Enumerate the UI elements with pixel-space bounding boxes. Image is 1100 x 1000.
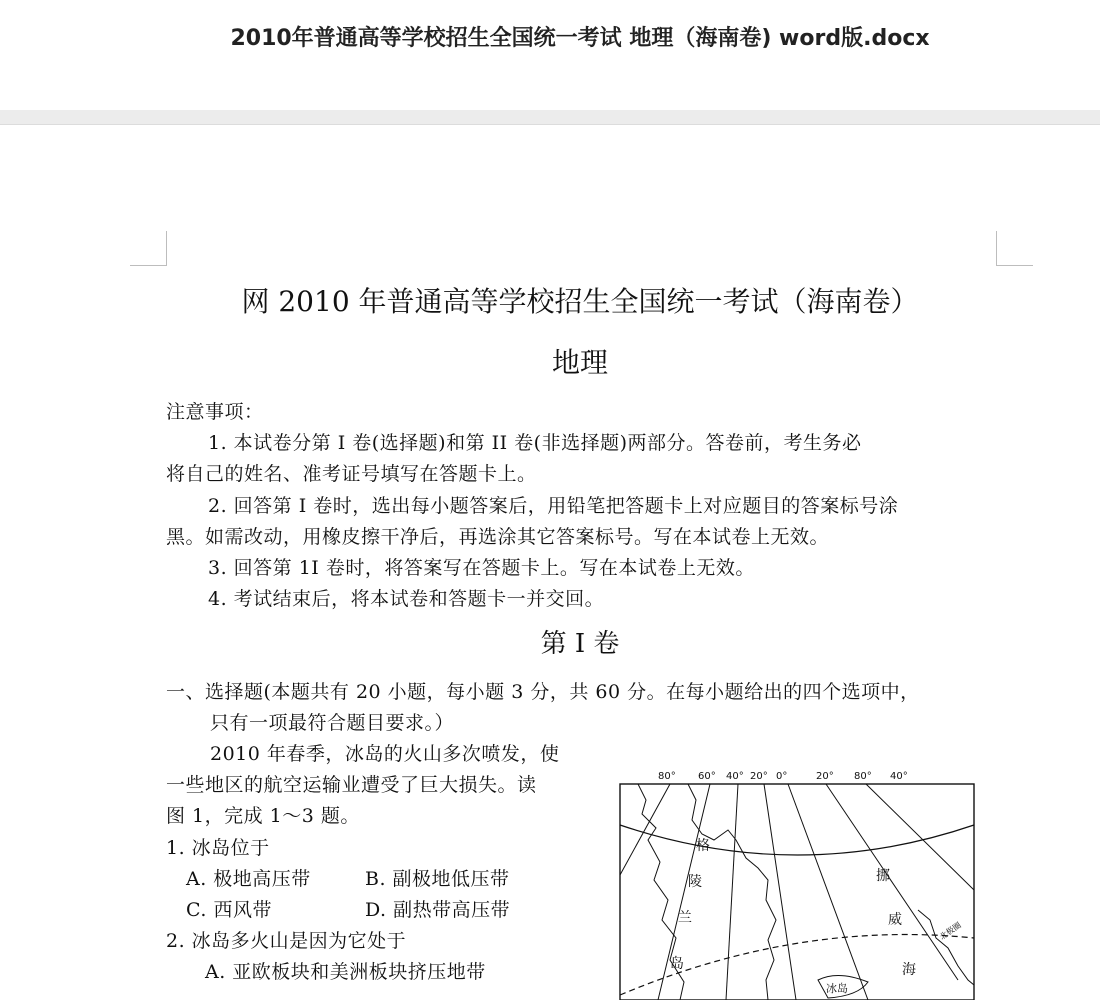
coastline (918, 910, 974, 985)
notice-line: 3. 回答第 1I 卷时，将答案写在答题卡上。写在本试卷上无效。 (208, 557, 755, 579)
place-greenland: 陵 (688, 874, 702, 890)
intro-line: 图 1，完成 1～3 题。 (166, 805, 360, 827)
place-norway: 海 (902, 962, 916, 978)
part-title: 第 I 卷 (540, 629, 620, 659)
place-greenland: 格 (696, 838, 710, 854)
section-title-cont: 只有一项最符合题目要求。） (210, 712, 455, 734)
longitude-label: 80° (658, 771, 676, 782)
place-iceland: 冰岛 (826, 982, 848, 995)
section-title: 一、选择题(本题共有 20 小题，每小题 3 分，共 60 分。在每小题给出的四个选项中， (166, 681, 920, 703)
page-separator (0, 110, 1100, 125)
crop-mark-left (130, 231, 167, 266)
intro-line: 一些地区的航空运输业遭受了巨大损失。读 (166, 774, 537, 796)
exam-heading: 网 2010 年普通高等学校招生全国统一考试（海南卷） (241, 285, 919, 318)
longitude-label: 20° (816, 771, 834, 782)
notice-title: 注意事项： (166, 401, 264, 423)
title-bar (0, 0, 1100, 110)
place-norway: 威 (888, 912, 902, 928)
question-1-option-d: D. 副热带高压带 (365, 899, 511, 921)
longitude-label: 40° (890, 771, 908, 782)
meridian-line (764, 784, 796, 1000)
question-2-option-a: A. 亚欧板块和美洲板块挤压地带 (205, 961, 486, 983)
notice-line: 将自己的姓名、准考证号填写在答题卡上。 (166, 463, 537, 485)
map-figure (618, 770, 978, 1000)
longitude-label: 40° (726, 771, 744, 782)
intro-line: 2010 年春季，冰岛的火山多次喷发，使 (210, 743, 560, 765)
notice-line: 黑。如需改动，用橡皮擦干净后，再选涂其它答案标号。写在本试卷上无效。 (166, 526, 830, 548)
meridian-line (826, 784, 958, 980)
document-title: 2010年普通高等学校招生全国统一考试 地理（海南卷) word版.docx (230, 26, 930, 51)
longitude-label: 80° (854, 771, 872, 782)
question-2-stem: 2. 冰岛多火山是因为它处于 (166, 930, 407, 952)
question-1-option-c: C. 西风带 (186, 899, 272, 921)
question-1-option-a: A. 极地高压带 (186, 868, 311, 890)
question-1-stem: 1. 冰岛位于 (166, 837, 270, 859)
place-greenland: 岛 (670, 956, 684, 972)
crop-mark-right (996, 231, 1033, 266)
place-arctic-circle: 北极圈 (937, 920, 963, 942)
meridian-line (726, 784, 738, 1000)
meridian-line (658, 784, 710, 1000)
document-page (0, 125, 1100, 995)
question-1-option-b: B. 副极地低压带 (365, 868, 510, 890)
notice-line: 1. 本试卷分第 I 卷(选择题)和第 II 卷(非选择题)两部分。答卷前，考生务必 (208, 432, 862, 454)
place-greenland: 兰 (678, 910, 692, 926)
longitude-label: 20° (750, 771, 768, 782)
meridian-line (788, 784, 868, 1000)
notice-line: 2. 回答第 I 卷时，选出每小题答案后，用铅笔把答题卡上对应题目的答案标号涂 (208, 495, 899, 517)
place-norway: 挪 (876, 868, 890, 884)
longitude-label: 0° (776, 771, 788, 782)
subject-heading: 地理 (551, 346, 608, 379)
notice-line: 4. 考试结束后，将本试卷和答题卡一并交回。 (208, 588, 605, 610)
longitude-label: 60° (698, 771, 716, 782)
latitude-arc (620, 825, 974, 855)
